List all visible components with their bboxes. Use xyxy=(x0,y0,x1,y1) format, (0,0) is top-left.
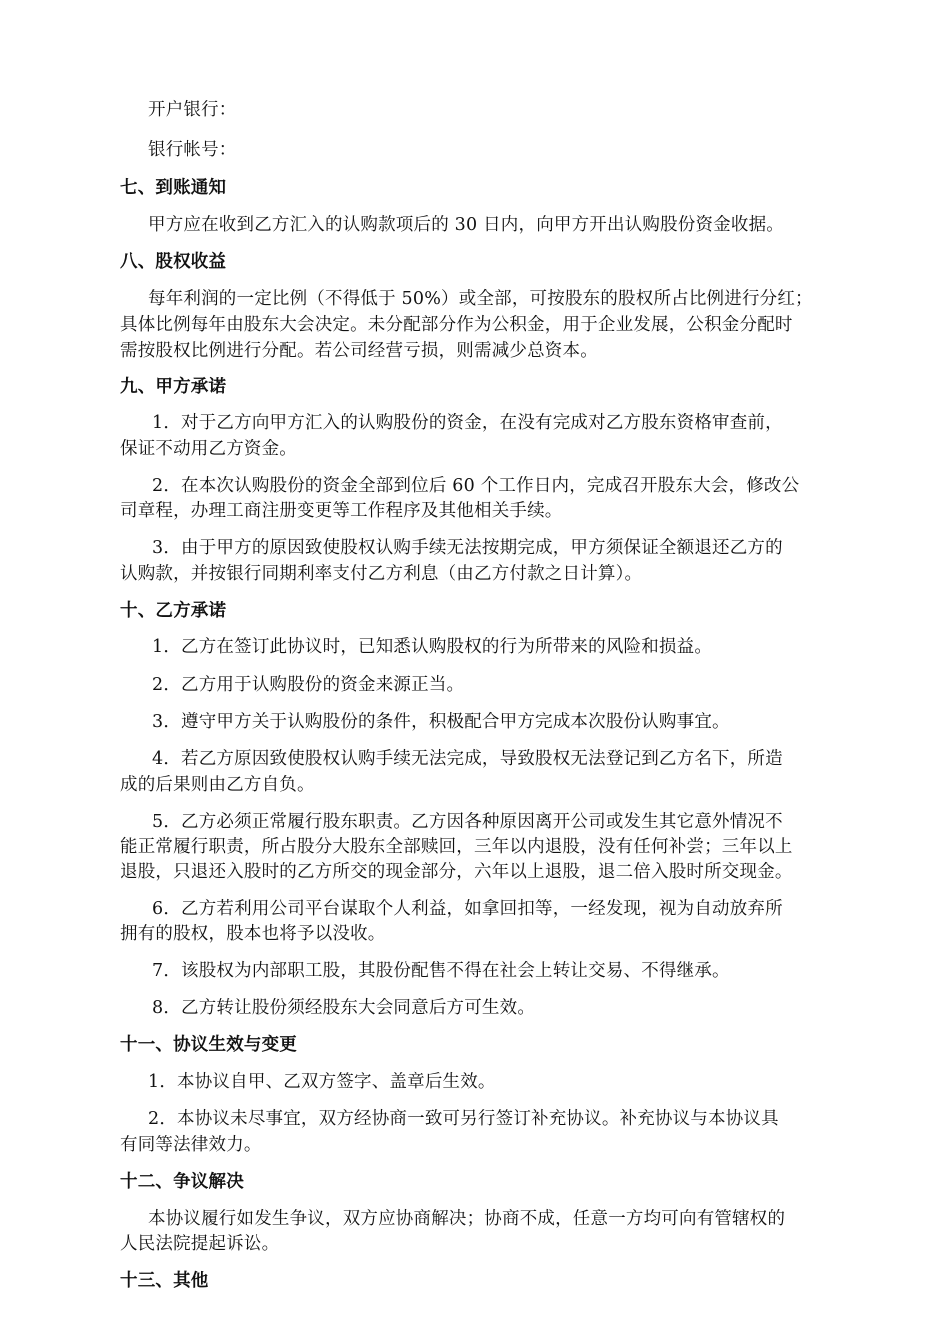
section-11-item-1: 1．本协议自甲、乙双方签字、盖章后生效。 xyxy=(148,1072,496,1092)
section-8-line-1: 每年利润的一定比例（不得低于 50%）或全部，可按股东的股权所占比例进行分红； xyxy=(148,289,813,309)
bank-account-label: 银行帐号： xyxy=(148,140,237,160)
section-8-heading: 八、股权收益 xyxy=(120,252,227,272)
section-8-line-2: 具体比例每年由股东大会决定。未分配部分作为公积金，用于企业发展，公积金分配时 xyxy=(120,315,793,335)
section-9-item-2-line-1: 2．在本次认购股份的资金全部到位后 60 个工作日内，完成召开股东大会，修改公 xyxy=(152,476,800,496)
section-11-item-2-line-1: 2．本协议未尽事宜，双方经协商一致可另行签订补充协议。补充协议与本协议具 xyxy=(148,1109,779,1129)
section-10-item-6-line-1: 6．乙方若利用公司平台谋取个人利益，如拿回扣等，一经发现，视为自动放弃所 xyxy=(152,899,783,919)
section-10-item-1: 1．乙方在签订此协议时，已知悉认购股权的行为所带来的风险和损益。 xyxy=(152,637,713,657)
section-10-item-7: 7．该股权为内部职工股，其股份配售不得在社会上转让交易、不得继承。 xyxy=(152,961,730,981)
section-10-item-8: 8．乙方转让股份须经股东大会同意后方可生效。 xyxy=(152,998,536,1018)
bank-name-label: 开户银行： xyxy=(148,100,237,120)
section-12-line-1: 本协议履行如发生争议，双方应协商解决；协商不成，任意一方均可向有管辖权的 xyxy=(148,1209,786,1229)
section-11-item-2-line-2: 有同等法律效力。 xyxy=(120,1135,262,1155)
section-10-item-5-line-2: 能正常履行职责，所占股分大股东全部赎回，三年以内退股，没有任何补尝；三年以上 xyxy=(120,837,793,857)
section-9-item-3-line-1: 3．由于甲方的原因致使股权认购手续无法按期完成，甲方须保证全额退还乙方的 xyxy=(152,538,783,558)
section-10-item-2: 2．乙方用于认购股份的资金来源正当。 xyxy=(152,675,465,695)
section-9-item-1-line-2: 保证不动用乙方资金。 xyxy=(120,439,297,459)
section-12-heading: 十二、争议解决 xyxy=(120,1172,244,1192)
section-10-item-5-line-1: 5．乙方必须正常履行股东职责。乙方因各种原因离开公司或发生其它意外情况不 xyxy=(152,812,783,832)
section-10-item-6-line-2: 拥有的股权，股本也将予以没收。 xyxy=(120,924,386,944)
section-10-item-4-line-1: 4．若乙方原因致使股权认购手续无法完成，导致股权无法登记到乙方名下，所造 xyxy=(152,749,783,769)
section-9-item-2-line-2: 司章程，办理工商注册变更等工作程序及其他相关手续。 xyxy=(120,501,563,521)
section-10-heading: 十、乙方承诺 xyxy=(120,601,227,621)
section-9-item-1-line-1: 1．对于乙方向甲方汇入的认购股份的资金，在没有完成对乙方股东资格审查前， xyxy=(152,413,783,433)
section-10-item-5-line-3: 退股，只退还入股时的乙方所交的现金部分，六年以上退股，退二倍入股时所交现金。 xyxy=(120,862,793,882)
section-9-heading: 九、甲方承诺 xyxy=(120,377,227,397)
section-12-line-2: 人民法院提起诉讼。 xyxy=(120,1234,280,1254)
section-10-item-4-line-2: 成的后果则由乙方自负。 xyxy=(120,775,315,795)
section-7-paragraph: 甲方应在收到乙方汇入的认购款项后的 30 日内，向甲方开出认购股份资金收据。 xyxy=(148,215,784,235)
section-13-heading: 十三、其他 xyxy=(120,1271,209,1291)
section-9-item-3-line-2: 认购款，并按银行同期利率支付乙方利息（由乙方付款之日计算）。 xyxy=(120,564,643,584)
section-7-heading: 七、到账通知 xyxy=(120,178,227,198)
section-8-line-3: 需按股权比例进行分配。若公司经营亏损，则需减少总资本。 xyxy=(120,341,598,361)
section-10-item-3: 3．遵守甲方关于认购股份的条件，积极配合甲方完成本次股份认购事宜。 xyxy=(152,712,730,732)
section-11-heading: 十一、协议生效与变更 xyxy=(120,1035,297,1055)
